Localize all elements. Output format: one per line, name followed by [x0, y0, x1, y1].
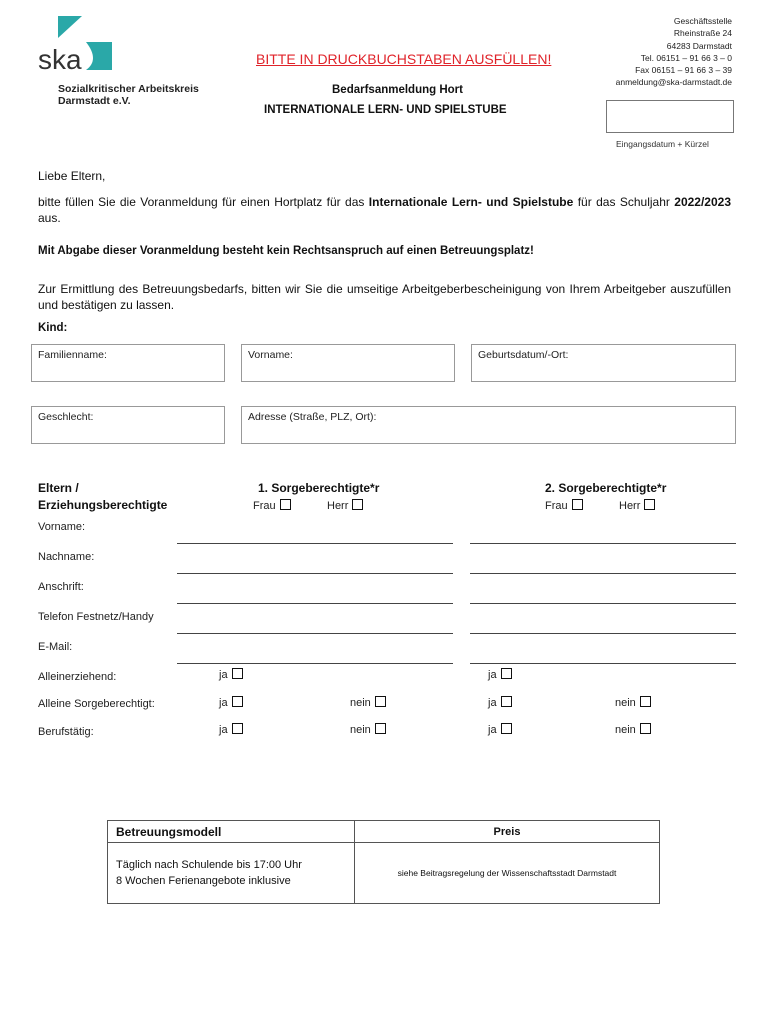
checkbox-label: Herr [619, 500, 641, 512]
fill-instruction: BITTE IN DRUCKBUCHSTABEN AUSFÜLLEN! [256, 51, 552, 67]
contact-line: Rheinstraße 24 [673, 28, 732, 39]
model-line: 8 Wochen Ferienangebote inklusive [116, 875, 291, 887]
checkbox-square [352, 499, 363, 510]
no-legal-claim-notice: Mit Abgabe dieser Voranmeldung besteht kein Rechtsanspruch auf einen Betreuungsplatz! [38, 245, 534, 257]
checkbox-square [644, 499, 655, 510]
checkbox-label: Frau [253, 500, 276, 512]
child-firstname-field[interactable] [241, 344, 455, 382]
checkbox-label: nein [615, 724, 636, 736]
row-label-anschrift: Anschrift: [38, 581, 84, 593]
child-birth-field[interactable] [471, 344, 736, 382]
table-row [108, 843, 660, 904]
g1-sorge-nein[interactable] [350, 696, 386, 709]
field-label: Adresse (Straße, PLZ, Ort): [248, 411, 377, 423]
checkbox-label: Frau [545, 500, 568, 512]
contact-email: anmeldung@ska-darmstadt.de [615, 77, 732, 88]
child-heading: Kind: [38, 322, 68, 334]
g1-alleinerziehend-ja[interactable] [219, 668, 243, 681]
parents-heading-2: Erziehungsberechtigte [38, 498, 168, 512]
guardian1-frau-checkbox[interactable] [253, 499, 291, 512]
row-label-nachname: Nachname: [38, 551, 95, 563]
greeting: Liebe Eltern, [38, 169, 106, 183]
guardian1-vorname-line[interactable] [177, 543, 453, 544]
checkbox-label: ja [488, 669, 497, 681]
model-line: Täglich nach Schulende bis 17:00 Uhr [116, 859, 302, 871]
logo-mark-top [58, 16, 82, 38]
checkbox-square [572, 499, 583, 510]
logo-text: ska [38, 44, 82, 75]
checkbox-label: ja [488, 724, 497, 736]
form-title: Bedarfsanmeldung Hort [332, 84, 463, 96]
contact-line: Tel. 06151 – 91 66 3 – 0 [640, 52, 732, 63]
checkbox-square [640, 696, 651, 707]
table-header-row [108, 821, 660, 843]
received-stamp-label: Eingangsdatum + Kürzel [616, 139, 709, 149]
received-stamp-field[interactable] [606, 100, 734, 133]
g2-beruf-ja[interactable] [488, 723, 512, 736]
row-label-alleine-sorgeberechtigt: Alleine Sorgeberechtigt: [38, 698, 155, 710]
contact-line: 64283 Darmstadt [666, 40, 732, 51]
field-label: Geburtsdatum/-Ort: [478, 349, 569, 361]
checkbox-square [232, 696, 243, 707]
row-label-telefon: Telefon Festnetz/Handy [38, 611, 154, 623]
col-header-model: Betreuungsmodell [108, 821, 355, 843]
checkbox-square [501, 668, 512, 679]
contact-line: Geschäftsstelle [673, 16, 732, 26]
guardian2-anschrift-line[interactable] [470, 603, 736, 604]
parents-heading-1: Eltern / [38, 481, 79, 495]
guardian2-telefon-line[interactable] [470, 633, 736, 634]
checkbox-square [280, 499, 291, 510]
child-gender-field[interactable] [31, 406, 225, 444]
g1-sorge-ja[interactable] [219, 696, 243, 709]
guardian1-telefon-line[interactable] [177, 633, 453, 634]
row-label-email: E-Mail: [38, 641, 73, 653]
g1-beruf-ja[interactable] [219, 723, 243, 736]
row-label-berufstaetig: Berufstätig: [38, 726, 94, 738]
row-label-alleinerziehend: Alleinerziehend: [38, 671, 117, 683]
model-cell [108, 843, 355, 904]
g2-sorge-ja[interactable] [488, 696, 512, 709]
guardian2-vorname-line[interactable] [470, 543, 736, 544]
ska-logo [38, 14, 118, 76]
guardian1-nachname-line[interactable] [177, 573, 453, 574]
checkbox-square [640, 723, 651, 734]
care-model-table [107, 820, 660, 904]
checkbox-label: nein [350, 724, 371, 736]
guardian2-frau-checkbox[interactable] [545, 499, 583, 512]
contact-line: Fax 06151 – 91 66 3 – 39 [635, 65, 732, 76]
checkbox-label: ja [219, 697, 228, 709]
checkbox-label: Herr [327, 500, 349, 512]
g2-beruf-nein[interactable] [615, 723, 651, 736]
form-subtitle: INTERNATIONALE LERN- UND SPIELSTUBE [264, 104, 507, 116]
child-lastname-field[interactable] [31, 344, 225, 382]
intro-paragraph: bitte füllen Sie die Voranmeldung für einen Hortplatz für das Internationale Lern- und Spielstube für das Schuljahr 2022/2023 aus. [38, 195, 731, 225]
checkbox-label: nein [615, 697, 636, 709]
contact-block [616, 15, 732, 89]
guardian1-anschrift-line[interactable] [177, 603, 453, 604]
guardian2-herr-checkbox[interactable] [619, 499, 655, 512]
guardian1-email-line[interactable] [177, 663, 453, 664]
checkbox-label: ja [219, 724, 228, 736]
guardian2-heading: 2. Sorgeberechtigte*r [545, 481, 667, 495]
field-label: Geschlecht: [38, 411, 94, 423]
g1-beruf-nein[interactable] [350, 723, 386, 736]
g2-sorge-nein[interactable] [615, 696, 651, 709]
checkbox-square [375, 696, 386, 707]
field-label: Vorname: [248, 349, 293, 361]
checkbox-square [232, 723, 243, 734]
price-cell: siehe Beitragsregelung der Wissenschaftsstadt Darmstadt [355, 843, 660, 904]
guardian2-email-line[interactable] [470, 663, 736, 664]
logo-mark-right [86, 42, 112, 70]
checkbox-label: nein [350, 697, 371, 709]
checkbox-label: ja [219, 669, 228, 681]
guardian1-herr-checkbox[interactable] [327, 499, 363, 512]
child-address-field[interactable] [241, 406, 736, 444]
checkbox-square [501, 696, 512, 707]
guardian2-nachname-line[interactable] [470, 573, 736, 574]
checkbox-square [232, 668, 243, 679]
col-header-price: Preis [355, 821, 660, 843]
checkbox-label: ja [488, 697, 497, 709]
employer-paragraph: Zur Ermittlung des Betreuungsbedarfs, bitten wir Sie die umseitige Arbeitgeberbescheinigung von Ihrem Arbeitgeber auszufüllen und bestätigen zu lassen. [38, 282, 731, 312]
row-label-vorname: Vorname: [38, 521, 86, 533]
g2-alleinerziehend-ja[interactable] [488, 668, 512, 681]
checkbox-square [375, 723, 386, 734]
checkbox-square [501, 723, 512, 734]
guardian1-heading: 1. Sorgeberechtigte*r [258, 481, 380, 495]
field-label: Familienname: [38, 349, 107, 361]
org-name: Sozialkritischer Arbeitskreis Darmstadt e.V. [58, 83, 199, 107]
